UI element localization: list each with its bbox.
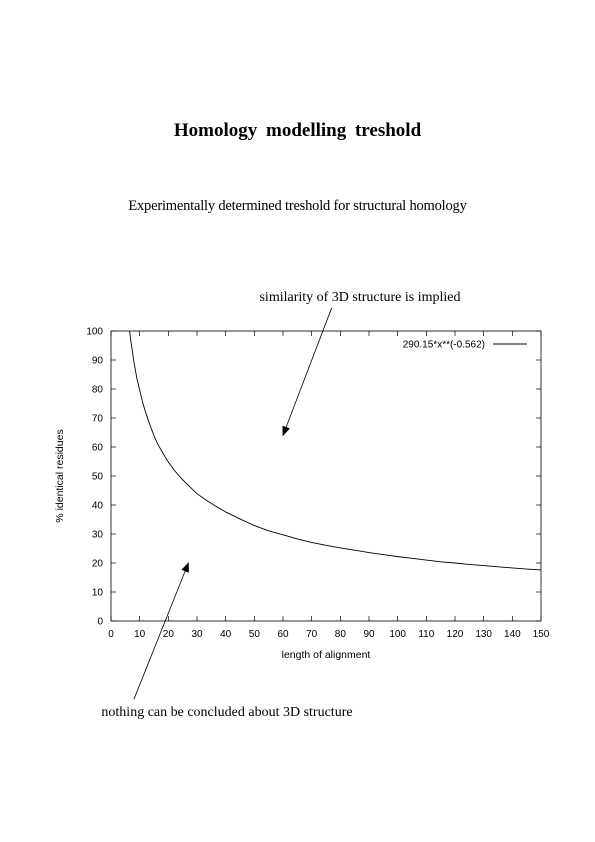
x-tick-label: 70 [306, 629, 318, 640]
annotation-text-0: similarity of 3D structure is implied [259, 290, 461, 305]
series-line-0 [130, 331, 541, 570]
x-tick-label: 0 [108, 629, 114, 640]
legend [403, 340, 527, 351]
y-tick-label: 0 [97, 616, 103, 628]
x-tick-label: 120 [446, 629, 464, 640]
ticks [86, 327, 549, 641]
y-tick-label: 10 [91, 587, 103, 599]
y-tick-label: 70 [91, 413, 103, 425]
axes [54, 331, 541, 661]
y-tick-label: 80 [91, 384, 103, 396]
y-tick-label: 90 [91, 355, 103, 367]
x-tick-label: 50 [248, 629, 260, 640]
y-tick-label: 40 [91, 500, 103, 512]
x-tick-label: 80 [334, 629, 346, 640]
x-tick-label: 40 [220, 629, 232, 640]
x-tick-label: 60 [277, 629, 289, 640]
y-tick-label: 50 [91, 471, 103, 483]
plot-frame [111, 331, 541, 621]
x-tick-label: 10 [134, 629, 146, 640]
series-layer [130, 331, 541, 570]
x-tick-label: 140 [503, 629, 521, 640]
x-tick-label: 100 [389, 629, 407, 640]
x-tick-label: 130 [475, 629, 493, 640]
x-tick-label: 20 [162, 629, 174, 640]
y-tick-label: 100 [86, 326, 103, 338]
page-title: Homology modelling treshold [173, 120, 422, 141]
page-subtitle: Experimentally determined treshold for structural homology [128, 198, 467, 214]
annotation-arrow-0 [283, 308, 332, 436]
annotation-text-1: nothing can be concluded about 3D structure [101, 705, 353, 720]
x-tick-label: 90 [363, 629, 375, 640]
x-tick-label: 110 [418, 629, 435, 640]
x-tick-label: 150 [532, 629, 550, 640]
y-tick-label: 30 [91, 529, 103, 541]
x-tick-label: 30 [191, 629, 203, 640]
y-tick-label: 60 [91, 442, 103, 454]
y-tick-label: 20 [91, 558, 103, 570]
legend-label: 290.15*x**(-0.562) [402, 339, 485, 351]
y-axis-label: % identical residues [54, 429, 66, 523]
x-axis-label: length of alignment [281, 649, 371, 661]
